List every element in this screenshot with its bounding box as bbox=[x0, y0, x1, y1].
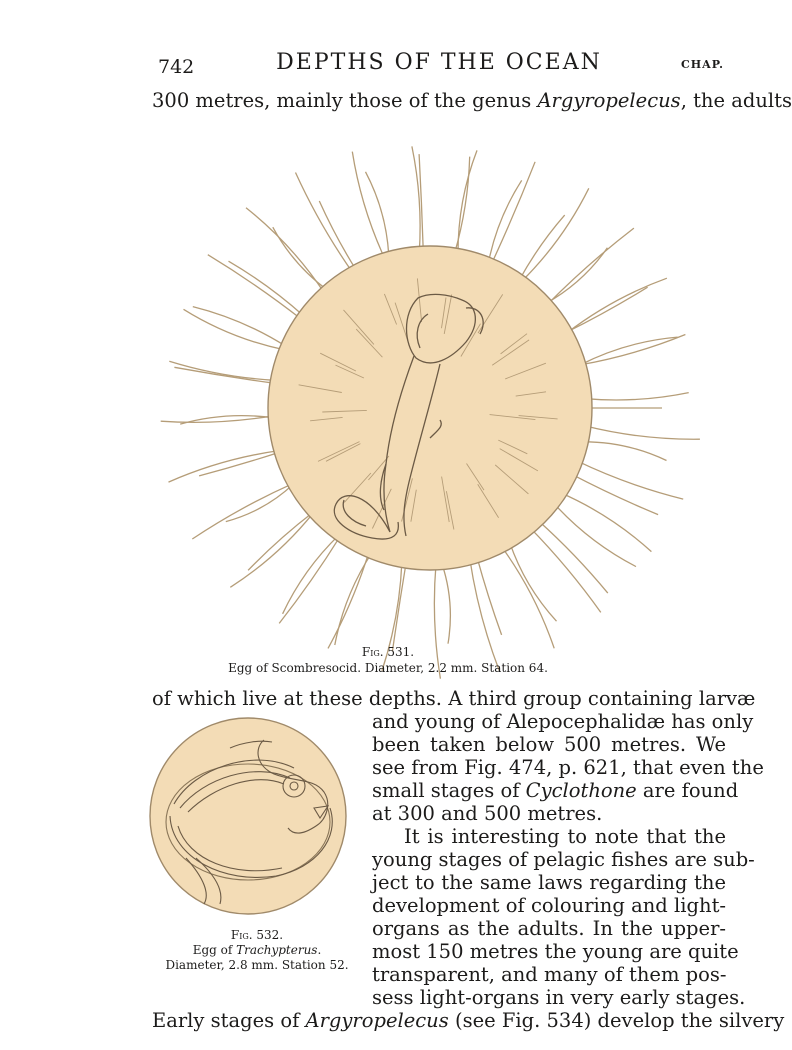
egg-filament bbox=[577, 461, 683, 499]
egg-filament bbox=[169, 451, 280, 483]
egg-filament bbox=[319, 201, 356, 270]
egg-filament bbox=[229, 261, 304, 316]
running-title: DEPTHS OF THE OCEAN bbox=[276, 50, 602, 75]
figure-531-caption: Egg of Scombresocid. Diameter, 2.2 mm. Station 64. bbox=[228, 661, 548, 675]
egg-filament bbox=[491, 162, 535, 265]
egg-filament bbox=[279, 536, 340, 624]
figure-532-caption-2: Diameter, 2.8 mm. Station 52. bbox=[165, 958, 349, 972]
text-line-5: see from Fig. 474, p. 621, that even the bbox=[372, 756, 764, 779]
egg-filament bbox=[530, 528, 601, 613]
figure-531-label: Fig. 531. bbox=[361, 645, 415, 659]
egg-filament bbox=[296, 173, 353, 273]
text-line-10: ject to the same laws regarding the bbox=[372, 871, 726, 894]
text-line-16: Early stages of Argyropelecus (see Fig. 534) develop the silvery bbox=[152, 1009, 785, 1032]
egg-filament bbox=[226, 484, 294, 522]
text-line-3: and young of Alepocephalidæ has only bbox=[372, 710, 754, 733]
egg-filament bbox=[561, 493, 652, 552]
egg-filament bbox=[208, 255, 302, 320]
figure-531-illustration bbox=[0, 108, 776, 648]
egg-filament bbox=[571, 474, 658, 514]
egg-filament bbox=[521, 188, 588, 281]
egg-filament bbox=[366, 172, 389, 258]
text-line-14: transparent, and many of them pos- bbox=[372, 963, 727, 986]
egg-filament bbox=[458, 150, 477, 254]
egg-filament bbox=[392, 562, 406, 651]
egg-filament bbox=[547, 228, 634, 305]
egg-filament bbox=[538, 521, 608, 594]
egg-filament bbox=[174, 367, 276, 383]
egg-filament bbox=[554, 503, 636, 566]
text-line-6: small stages of Cyclothone are found bbox=[372, 779, 739, 802]
egg-filament bbox=[519, 215, 564, 280]
figure-532-illustration bbox=[144, 708, 364, 928]
egg-filament bbox=[248, 512, 314, 570]
egg-filament bbox=[199, 452, 280, 476]
figure-532-label: Fig. 532. bbox=[230, 928, 284, 942]
running-head bbox=[150, 50, 728, 80]
egg-filament bbox=[502, 547, 555, 649]
egg-filament bbox=[442, 564, 450, 644]
egg-filament bbox=[477, 557, 502, 635]
text-line-12: organs as the adults. In the upper- bbox=[372, 917, 726, 940]
egg-filament bbox=[230, 512, 314, 587]
egg-circle-532 bbox=[150, 718, 346, 914]
egg-filament bbox=[580, 335, 686, 365]
egg-filament bbox=[585, 426, 700, 439]
egg-filament bbox=[273, 227, 328, 290]
genus-name: Argyropelecus bbox=[537, 89, 681, 112]
text-line-4: been taken below 500 metres. We bbox=[372, 733, 726, 756]
text-line-13: most 150 metres the young are quite bbox=[372, 940, 739, 963]
text-line-8: It is interesting to note that the bbox=[404, 825, 726, 848]
egg-filament bbox=[580, 337, 678, 365]
chapter-label: CHAP. bbox=[681, 58, 724, 71]
egg-filament bbox=[184, 309, 286, 350]
egg-filament bbox=[586, 393, 689, 400]
text-line-11: development of colouring and light- bbox=[372, 894, 726, 917]
figure-532-caption: Egg of Trachypterus. bbox=[192, 943, 322, 957]
text-line-1: 300 metres, mainly those of the genus Argyropelecus, the adults bbox=[152, 89, 792, 112]
egg-filament bbox=[510, 542, 557, 621]
text-line-2: of which live at these depths. A third group containing larvæ bbox=[152, 687, 756, 710]
egg-filament bbox=[169, 361, 276, 380]
egg-filament bbox=[335, 553, 372, 645]
egg-filament bbox=[193, 307, 287, 347]
egg-filament bbox=[582, 442, 666, 461]
text-line-7: at 300 and 500 metres. bbox=[372, 802, 603, 825]
egg-filament bbox=[283, 535, 340, 614]
egg-filament bbox=[192, 483, 293, 539]
egg-filament bbox=[566, 287, 647, 332]
egg-filament bbox=[488, 180, 521, 263]
text-line-9: young stages of pelagic fishes are sub- bbox=[372, 848, 755, 871]
page-number: 742 bbox=[158, 56, 195, 78]
text-line-15: sess light-organs in very early stages. bbox=[372, 986, 746, 1009]
